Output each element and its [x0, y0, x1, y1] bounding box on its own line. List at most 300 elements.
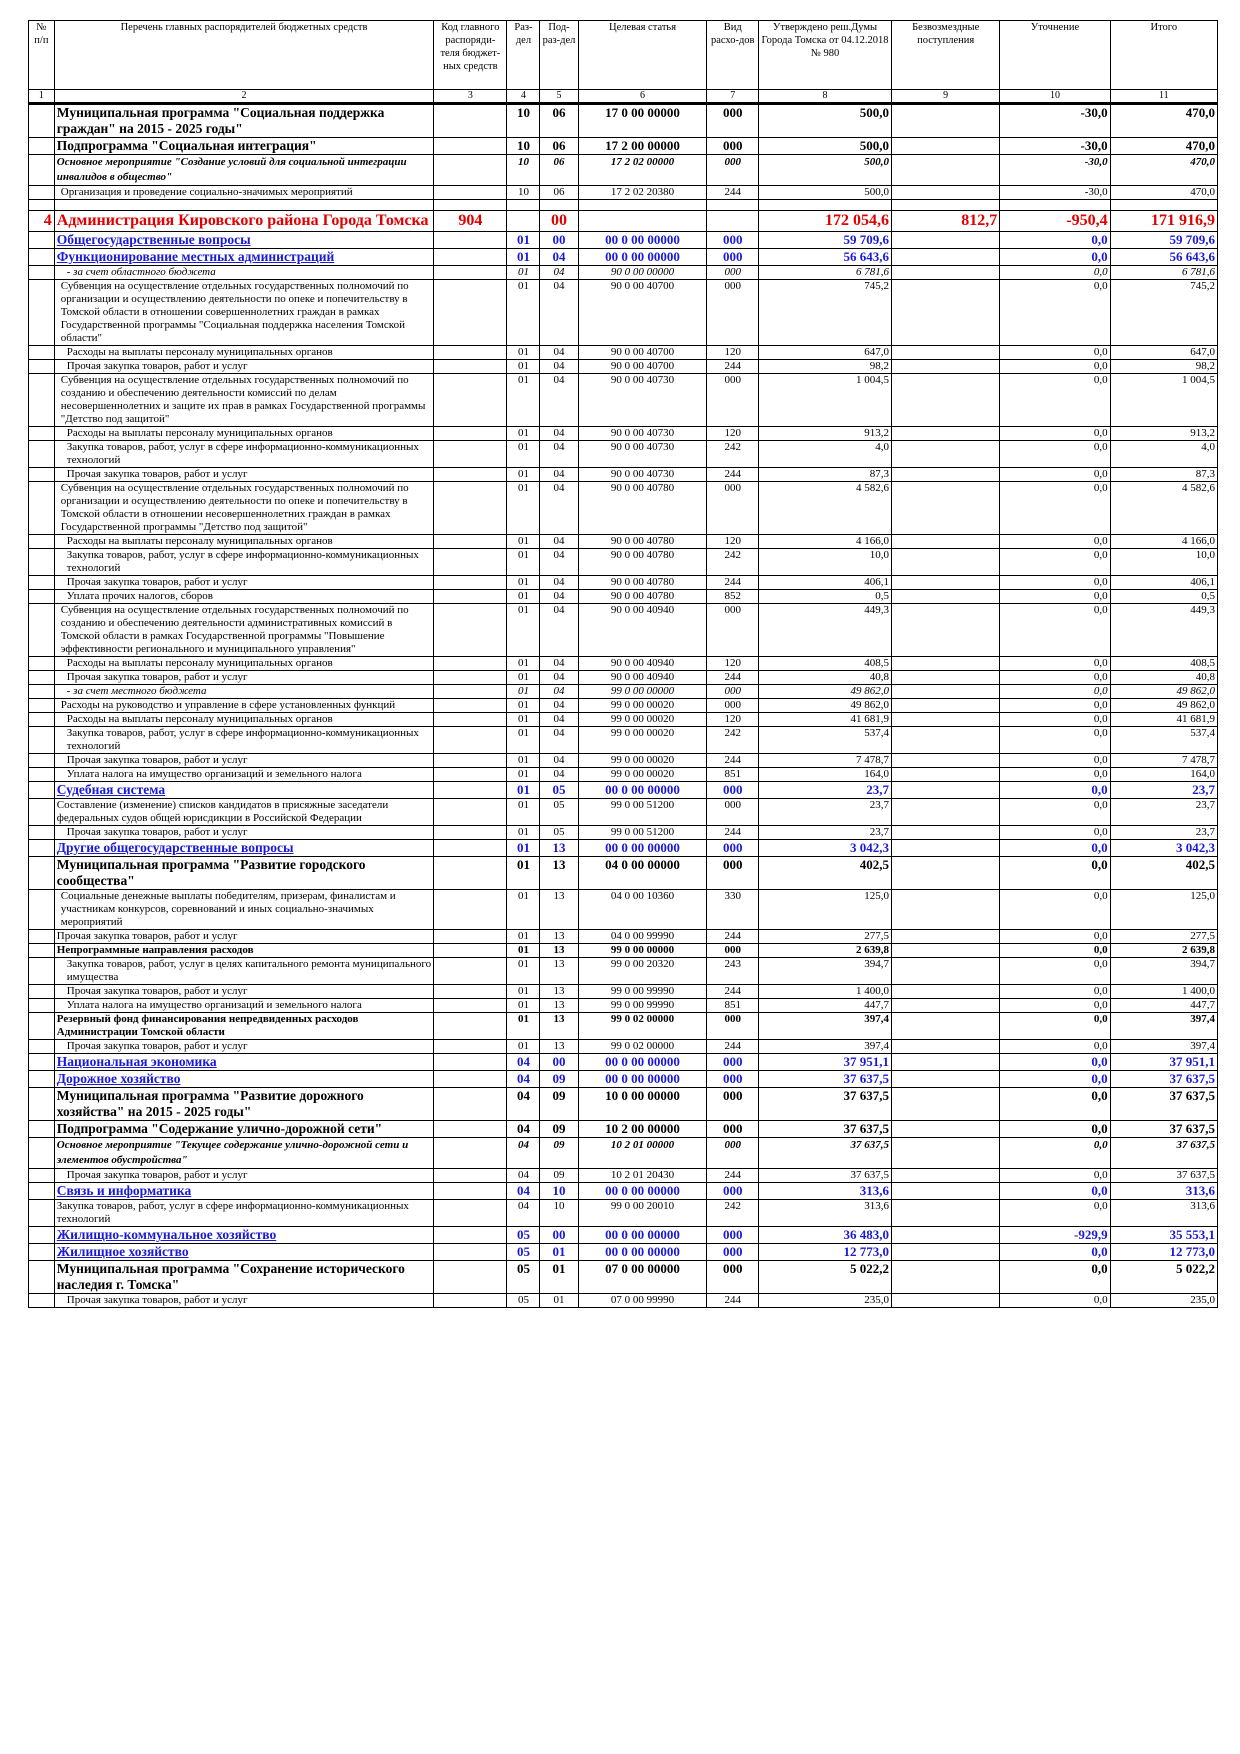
table-row	[29, 1200, 1218, 1227]
row-number	[29, 890, 55, 930]
row-free-receipts	[892, 826, 1000, 840]
row-podrazdel: 04	[540, 360, 578, 374]
row-target-article: 99 0 00 00020	[578, 713, 707, 727]
row-admin-code	[434, 1200, 507, 1227]
row-admin-code	[434, 138, 507, 155]
row-podrazdel: 04	[540, 768, 578, 782]
row-target-article: 90 0 00 40700	[578, 346, 707, 360]
row-correction: 0,0	[1000, 1169, 1110, 1183]
col-number: 10	[1000, 90, 1110, 104]
row-target-article: 99 0 00 51200	[578, 799, 707, 826]
row-number	[29, 1040, 55, 1054]
row-free-receipts	[892, 799, 1000, 826]
row-podrazdel: 10	[540, 1183, 578, 1200]
row-podrazdel: 09	[540, 1121, 578, 1138]
row-target-article: 99 0 00 99990	[578, 985, 707, 999]
row-total: 37 637,5	[1110, 1071, 1217, 1088]
row-podrazdel: 13	[540, 944, 578, 958]
table-row	[29, 200, 1218, 211]
row-number	[29, 713, 55, 727]
row-target-article: 90 0 00 40700	[578, 280, 707, 346]
row-correction: -30,0	[1000, 186, 1110, 200]
header-row	[29, 21, 1218, 90]
col-number: 2	[54, 90, 433, 104]
row-expense-type: 244	[707, 754, 759, 768]
row-number	[29, 590, 55, 604]
col-number: 3	[434, 90, 507, 104]
row-free-receipts	[892, 1138, 1000, 1169]
row-admin-code	[434, 944, 507, 958]
header-total: Итого	[1110, 21, 1217, 90]
row-number	[29, 576, 55, 590]
row-admin-code	[434, 840, 507, 857]
table-row	[29, 1040, 1218, 1054]
row-admin-code	[434, 1294, 507, 1308]
row-approved-amount: 37 637,5	[759, 1071, 892, 1088]
row-free-receipts	[892, 1200, 1000, 1227]
row-total: 37 951,1	[1110, 1054, 1217, 1071]
row-expense-type: 000	[707, 1054, 759, 1071]
row-podrazdel: 13	[540, 1013, 578, 1040]
row-free-receipts	[892, 768, 1000, 782]
row-target-article: 90 0 00 00000	[578, 266, 707, 280]
row-name: Расходы на руководство и управление в сфере установленных функций	[54, 699, 433, 713]
row-correction: 0,0	[1000, 535, 1110, 549]
row-number	[29, 1088, 55, 1121]
row-name: - за счет областного бюджета	[54, 266, 433, 280]
row-expense-type: 242	[707, 441, 759, 468]
row-number	[29, 549, 55, 576]
row-total: 37 637,5	[1110, 1088, 1217, 1121]
row-correction: 0,0	[1000, 1261, 1110, 1294]
row-approved-amount: 235,0	[759, 1294, 892, 1308]
row-correction: 0,0	[1000, 482, 1110, 535]
row-name: Подпрограмма "Содержание улично-дорожной сети"	[54, 1121, 433, 1138]
row-number	[29, 1294, 55, 1308]
row-razdel: 05	[507, 1227, 540, 1244]
row-podrazdel: 00	[540, 1227, 578, 1244]
row-target-article: 00 0 00 00000	[578, 1244, 707, 1261]
row-number	[29, 840, 55, 857]
row-number	[29, 186, 55, 200]
row-correction: 0,0	[1000, 249, 1110, 266]
row-approved-amount: 745,2	[759, 280, 892, 346]
row-approved-amount: 59 709,6	[759, 232, 892, 249]
row-approved-amount: 447,7	[759, 999, 892, 1013]
row-approved-amount	[759, 200, 892, 211]
row-name: Прочая закупка товаров, работ и услуг	[54, 468, 433, 482]
row-correction	[1000, 200, 1110, 211]
row-podrazdel: 04	[540, 576, 578, 590]
row-name: Дорожное хозяйство	[54, 1071, 433, 1088]
row-free-receipts	[892, 155, 1000, 186]
table-row	[29, 985, 1218, 999]
row-correction: 0,0	[1000, 427, 1110, 441]
row-name: Закупка товаров, работ, услуг в сфере информационно-коммуникационных технологий	[54, 1200, 433, 1227]
row-admin-code	[434, 727, 507, 754]
row-target-article: 00 0 00 00000	[578, 1071, 707, 1088]
row-free-receipts	[892, 280, 1000, 346]
row-total: 40,8	[1110, 671, 1217, 685]
row-expense-type: 244	[707, 671, 759, 685]
row-target-article: 90 0 00 40940	[578, 671, 707, 685]
row-approved-amount: 500,0	[759, 138, 892, 155]
row-total: 87,3	[1110, 468, 1217, 482]
row-razdel: 01	[507, 468, 540, 482]
row-expense-type: 000	[707, 604, 759, 657]
row-target-article: 99 0 02 00000	[578, 1040, 707, 1054]
row-correction: -929,9	[1000, 1227, 1110, 1244]
table-row	[29, 1121, 1218, 1138]
row-total: 37 637,5	[1110, 1169, 1217, 1183]
table-row	[29, 360, 1218, 374]
row-admin-code	[434, 1013, 507, 1040]
row-free-receipts	[892, 535, 1000, 549]
row-admin-code	[434, 671, 507, 685]
row-total: 5 022,2	[1110, 1261, 1217, 1294]
row-name: Администрация Кировского района Города Томска	[54, 211, 433, 232]
row-free-receipts	[892, 1227, 1000, 1244]
row-admin-code	[434, 468, 507, 482]
row-correction: 0,0	[1000, 890, 1110, 930]
row-correction: 0,0	[1000, 671, 1110, 685]
row-expense-type: 000	[707, 232, 759, 249]
row-target-article: 90 0 00 40780	[578, 590, 707, 604]
row-name: Закупка товаров, работ, услуг в сфере информационно-коммуникационных технологий	[54, 441, 433, 468]
row-name: Прочая закупка товаров, работ и услуг	[54, 754, 433, 768]
row-correction: 0,0	[1000, 549, 1110, 576]
row-razdel: 01	[507, 713, 540, 727]
row-razdel: 10	[507, 138, 540, 155]
row-free-receipts	[892, 576, 1000, 590]
row-expense-type: 244	[707, 1040, 759, 1054]
row-correction: 0,0	[1000, 346, 1110, 360]
row-podrazdel: 06	[540, 186, 578, 200]
row-correction: 0,0	[1000, 576, 1110, 590]
row-admin-code	[434, 549, 507, 576]
row-razdel: 01	[507, 549, 540, 576]
table-row	[29, 699, 1218, 713]
row-target-article: 90 0 00 40730	[578, 441, 707, 468]
row-name: Жилищно-коммунальное хозяйство	[54, 1227, 433, 1244]
row-podrazdel: 04	[540, 671, 578, 685]
row-name: Судебная система	[54, 782, 433, 799]
row-podrazdel: 04	[540, 699, 578, 713]
row-admin-code	[434, 604, 507, 657]
row-target-article: 00 0 00 00000	[578, 840, 707, 857]
row-name: Уплата налога на имущество организаций и земельного налога	[54, 999, 433, 1013]
row-podrazdel: 00	[540, 232, 578, 249]
row-correction: 0,0	[1000, 1088, 1110, 1121]
row-admin-code	[434, 266, 507, 280]
row-number	[29, 604, 55, 657]
row-target-article: 17 2 02 00000	[578, 155, 707, 186]
row-target-article: 90 0 00 40940	[578, 604, 707, 657]
row-number	[29, 1071, 55, 1088]
row-approved-amount: 4 166,0	[759, 535, 892, 549]
table-row	[29, 685, 1218, 699]
row-total: 59 709,6	[1110, 232, 1217, 249]
row-free-receipts	[892, 549, 1000, 576]
row-correction: 0,0	[1000, 1183, 1110, 1200]
row-approved-amount: 397,4	[759, 1013, 892, 1040]
row-name: Расходы на выплаты персоналу муниципальных органов	[54, 713, 433, 727]
row-correction: 0,0	[1000, 699, 1110, 713]
row-target-article: 99 0 02 00000	[578, 1013, 707, 1040]
row-razdel: 01	[507, 782, 540, 799]
table-row	[29, 232, 1218, 249]
table-row	[29, 604, 1218, 657]
row-name: Подпрограмма "Социальная интеграция"	[54, 138, 433, 155]
row-free-receipts	[892, 657, 1000, 671]
row-total: 1 400,0	[1110, 985, 1217, 999]
row-number	[29, 826, 55, 840]
header-name: Перечень главных распорядителей бюджетных средств	[54, 21, 433, 90]
row-target-article: 17 0 00 00000	[578, 104, 707, 138]
row-razdel: 01	[507, 232, 540, 249]
row-total: 4 166,0	[1110, 535, 1217, 549]
row-number	[29, 1227, 55, 1244]
table-row	[29, 576, 1218, 590]
row-total: 394,7	[1110, 958, 1217, 985]
row-number	[29, 671, 55, 685]
row-podrazdel: 04	[540, 590, 578, 604]
row-target-article: 90 0 00 40780	[578, 535, 707, 549]
row-admin-code	[434, 576, 507, 590]
table-row	[29, 671, 1218, 685]
table-row	[29, 857, 1218, 890]
row-target-article: 00 0 00 00000	[578, 1227, 707, 1244]
row-admin-code	[434, 427, 507, 441]
row-free-receipts	[892, 590, 1000, 604]
table-row	[29, 1244, 1218, 1261]
row-razdel: 01	[507, 671, 540, 685]
row-target-article: 00 0 00 00000	[578, 232, 707, 249]
row-free-receipts	[892, 1121, 1000, 1138]
table-row	[29, 249, 1218, 266]
row-correction: 0,0	[1000, 754, 1110, 768]
row-target-article: 00 0 00 00000	[578, 1054, 707, 1071]
table-row	[29, 999, 1218, 1013]
row-razdel: 01	[507, 1013, 540, 1040]
row-name: Прочая закупка товаров, работ и услуг	[54, 1169, 433, 1183]
row-admin-code	[434, 930, 507, 944]
row-approved-amount: 37 637,5	[759, 1088, 892, 1121]
row-podrazdel: 00	[540, 211, 578, 232]
row-free-receipts	[892, 1183, 1000, 1200]
row-number	[29, 441, 55, 468]
row-expense-type: 242	[707, 1200, 759, 1227]
row-number	[29, 857, 55, 890]
row-name: Прочая закупка товаров, работ и услуг	[54, 826, 433, 840]
row-name: Муниципальная программа "Развитие дорожного хозяйства" на 2015 - 2025 годы"	[54, 1088, 433, 1121]
row-razdel: 04	[507, 1183, 540, 1200]
row-name: Прочая закупка товаров, работ и услуг	[54, 671, 433, 685]
row-free-receipts	[892, 360, 1000, 374]
row-target-article: 99 0 00 00000	[578, 685, 707, 699]
row-razdel: 01	[507, 754, 540, 768]
row-number	[29, 360, 55, 374]
row-expense-type: 000	[707, 280, 759, 346]
row-admin-code	[434, 699, 507, 713]
row-total: 3 042,3	[1110, 840, 1217, 857]
col-number: 8	[759, 90, 892, 104]
row-correction: 0,0	[1000, 374, 1110, 427]
row-razdel: 04	[507, 1088, 540, 1121]
row-number	[29, 1183, 55, 1200]
row-expense-type: 000	[707, 857, 759, 890]
row-total: 470,0	[1110, 138, 1217, 155]
row-target-article: 10 0 00 00000	[578, 1088, 707, 1121]
row-free-receipts	[892, 482, 1000, 535]
row-podrazdel	[540, 200, 578, 211]
row-approved-amount: 40,8	[759, 671, 892, 685]
row-admin-code	[434, 1183, 507, 1200]
row-total: 23,7	[1110, 799, 1217, 826]
row-razdel: 01	[507, 604, 540, 657]
row-podrazdel: 05	[540, 826, 578, 840]
row-podrazdel: 13	[540, 890, 578, 930]
row-total: 98,2	[1110, 360, 1217, 374]
row-target-article: 00 0 00 00000	[578, 1183, 707, 1200]
row-razdel: 01	[507, 346, 540, 360]
header-target: Целевая статья	[578, 21, 707, 90]
row-total: 397,4	[1110, 1013, 1217, 1040]
row-name: Прочая закупка товаров, работ и услуг	[54, 930, 433, 944]
row-number	[29, 1169, 55, 1183]
row-razdel: 01	[507, 374, 540, 427]
table-row	[29, 1261, 1218, 1294]
row-razdel: 01	[507, 826, 540, 840]
row-number	[29, 200, 55, 211]
row-free-receipts	[892, 1261, 1000, 1294]
row-correction: 0,0	[1000, 232, 1110, 249]
header-razdel: Раз-дел	[507, 21, 540, 90]
row-razdel: 01	[507, 857, 540, 890]
row-number	[29, 427, 55, 441]
row-total: 4 582,6	[1110, 482, 1217, 535]
row-correction: 0,0	[1000, 280, 1110, 346]
row-razdel: 10	[507, 104, 540, 138]
row-expense-type: 242	[707, 727, 759, 754]
table-row	[29, 1227, 1218, 1244]
row-admin-code	[434, 1261, 507, 1294]
col-number: 7	[707, 90, 759, 104]
row-expense-type: 000	[707, 782, 759, 799]
row-total: 10,0	[1110, 549, 1217, 576]
row-correction: 0,0	[1000, 685, 1110, 699]
row-free-receipts	[892, 232, 1000, 249]
row-razdel: 01	[507, 360, 540, 374]
row-free-receipts	[892, 249, 1000, 266]
row-total: 313,6	[1110, 1183, 1217, 1200]
table-row	[29, 104, 1218, 138]
row-number	[29, 249, 55, 266]
row-correction: 0,0	[1000, 590, 1110, 604]
row-admin-code	[434, 713, 507, 727]
row-razdel: 01	[507, 576, 540, 590]
row-correction: 0,0	[1000, 985, 1110, 999]
row-name: Прочая закупка товаров, работ и услуг	[54, 1040, 433, 1054]
row-expense-type: 000	[707, 685, 759, 699]
row-name: Другие общегосударственные вопросы	[54, 840, 433, 857]
row-expense-type: 120	[707, 657, 759, 671]
row-name: Расходы на выплаты персоналу муниципальных органов	[54, 535, 433, 549]
row-expense-type: 851	[707, 768, 759, 782]
row-razdel: 01	[507, 985, 540, 999]
row-admin-code	[434, 1121, 507, 1138]
row-expense-type: 000	[707, 266, 759, 280]
row-number	[29, 944, 55, 958]
table-row	[29, 826, 1218, 840]
row-podrazdel: 05	[540, 799, 578, 826]
row-name: Жилищное хозяйство	[54, 1244, 433, 1261]
row-podrazdel: 04	[540, 266, 578, 280]
table-row	[29, 211, 1218, 232]
row-free-receipts	[892, 346, 1000, 360]
row-approved-amount: 23,7	[759, 826, 892, 840]
row-expense-type: 244	[707, 930, 759, 944]
row-podrazdel: 06	[540, 104, 578, 138]
row-name: Резервный фонд финансирования непредвиденных расходов Администрации Томской области	[54, 1013, 433, 1040]
row-approved-amount: 277,5	[759, 930, 892, 944]
table-row	[29, 346, 1218, 360]
table-row	[29, 840, 1218, 857]
table-row	[29, 1294, 1218, 1308]
row-name: Функционирование местных администраций	[54, 249, 433, 266]
row-number	[29, 958, 55, 985]
row-razdel: 01	[507, 699, 540, 713]
row-number	[29, 768, 55, 782]
row-target-article: 99 0 00 00000	[578, 944, 707, 958]
row-number	[29, 727, 55, 754]
row-free-receipts	[892, 930, 1000, 944]
row-expense-type: 000	[707, 482, 759, 535]
row-target-article: 10 2 01 20430	[578, 1169, 707, 1183]
row-admin-code	[434, 249, 507, 266]
col-number: 5	[540, 90, 578, 104]
row-total: 23,7	[1110, 826, 1217, 840]
row-number	[29, 782, 55, 799]
row-razdel: 01	[507, 840, 540, 857]
row-admin-code	[434, 799, 507, 826]
row-razdel: 01	[507, 944, 540, 958]
row-expense-type: 000	[707, 1121, 759, 1138]
row-razdel: 01	[507, 999, 540, 1013]
row-free-receipts	[892, 944, 1000, 958]
row-target-article: 04 0 00 10360	[578, 890, 707, 930]
row-podrazdel: 04	[540, 657, 578, 671]
row-approved-amount: 408,5	[759, 657, 892, 671]
row-target-article: 99 0 00 51200	[578, 826, 707, 840]
row-expense-type: 242	[707, 549, 759, 576]
row-name: Основное мероприятие "Текущее содержание улично-дорожной сети и элементов обустройства"	[54, 1138, 433, 1169]
row-approved-amount: 10,0	[759, 549, 892, 576]
row-podrazdel: 13	[540, 1040, 578, 1054]
row-expense-type: 852	[707, 590, 759, 604]
row-razdel: 01	[507, 266, 540, 280]
row-free-receipts	[892, 782, 1000, 799]
row-free-receipts	[892, 958, 1000, 985]
row-number	[29, 1054, 55, 1071]
row-expense-type: 000	[707, 1071, 759, 1088]
row-correction: 0,0	[1000, 727, 1110, 754]
row-approved-amount: 500,0	[759, 155, 892, 186]
row-admin-code	[434, 482, 507, 535]
row-podrazdel: 05	[540, 782, 578, 799]
row-total: 49 862,0	[1110, 685, 1217, 699]
row-podrazdel: 09	[540, 1169, 578, 1183]
